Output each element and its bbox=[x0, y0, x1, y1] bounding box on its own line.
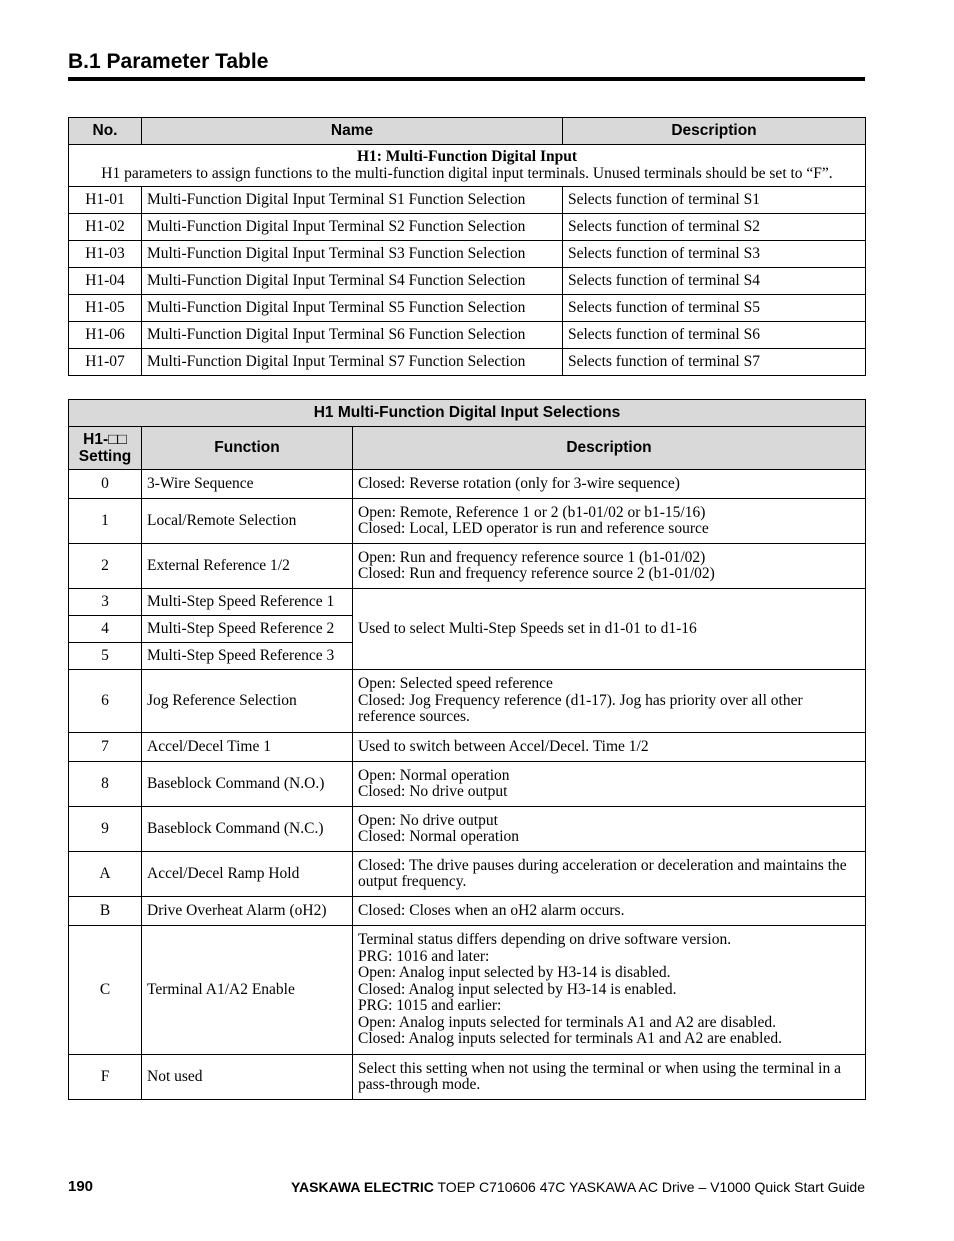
section-title: H1: Multi-Function Digital Input bbox=[356, 148, 578, 165]
header-description: Description bbox=[563, 118, 866, 145]
function-description bbox=[353, 762, 866, 807]
header-setting-line2: Setting bbox=[78, 448, 132, 465]
param-description: Selects function of terminal S1 bbox=[563, 187, 866, 214]
table-row bbox=[69, 589, 866, 616]
param-no: H1-01 bbox=[69, 187, 142, 214]
param-name: Multi-Function Digital Input Terminal S2 Function Selection bbox=[142, 214, 563, 241]
header-setting-line1: H1-□□ bbox=[83, 431, 127, 448]
table-row bbox=[69, 470, 866, 499]
section-description: H1 parameters to assign functions to the multi-function digital input terminals. Unused terminals should be set to “F”. bbox=[101, 164, 833, 182]
param-no: H1-05 bbox=[69, 295, 142, 322]
description-line: Closed: Closes when an oH2 alarm occurs. bbox=[358, 901, 625, 919]
param-description: Selects function of terminal S5 bbox=[563, 295, 866, 322]
header-description: Description bbox=[353, 427, 866, 470]
description-line: Closed: Normal operation bbox=[358, 828, 519, 845]
function-name: Not used bbox=[142, 1055, 353, 1100]
description-line: PRG: 1015 and earlier: bbox=[358, 997, 502, 1015]
header-setting bbox=[69, 427, 142, 470]
function-name: Multi-Step Speed Reference 2 bbox=[142, 616, 353, 643]
table-row bbox=[69, 214, 866, 241]
footer-doc-info bbox=[291, 1179, 865, 1195]
description-line: Closed: Analog inputs selected for terminals A1 and A2 are enabled. bbox=[358, 1030, 782, 1048]
table-row bbox=[69, 322, 866, 349]
description-line: Open: Normal operation bbox=[358, 766, 510, 784]
description-line: Closed: Analog input selected by H3-14 is enabled. bbox=[358, 980, 677, 998]
param-name: Multi-Function Digital Input Terminal S4 Function Selection bbox=[142, 268, 563, 295]
function-name: Multi-Step Speed Reference 1 bbox=[142, 589, 353, 616]
description-line: Open: Selected speed reference bbox=[358, 675, 553, 693]
section-cell bbox=[69, 145, 866, 187]
footer-brand: YASKAWA ELECTRIC bbox=[291, 1179, 434, 1195]
function-description bbox=[353, 926, 866, 1055]
setting-value: 4 bbox=[69, 616, 142, 643]
function-name: Baseblock Command (N.O.) bbox=[142, 762, 353, 807]
function-name: Local/Remote Selection bbox=[142, 499, 353, 544]
table-row bbox=[69, 1055, 866, 1100]
function-description bbox=[353, 470, 866, 499]
title-rule bbox=[68, 77, 865, 81]
function-name: 3-Wire Sequence bbox=[142, 470, 353, 499]
table-row bbox=[69, 268, 866, 295]
setting-value: 9 bbox=[69, 807, 142, 852]
table-header-row bbox=[69, 118, 866, 145]
description-line: Open: Analog inputs selected for terminals A1 and A2 are disabled. bbox=[358, 1013, 776, 1031]
table-row bbox=[69, 926, 866, 1055]
table-row bbox=[69, 241, 866, 268]
description-line: Closed: Reverse rotation (only for 3-wire sequence) bbox=[358, 474, 680, 492]
table-row bbox=[69, 499, 866, 544]
setting-value: F bbox=[69, 1055, 142, 1100]
setting-value: 5 bbox=[69, 643, 142, 670]
param-description: Selects function of terminal S2 bbox=[563, 214, 866, 241]
description-line: Closed: Local, LED operator is run and reference source bbox=[358, 520, 709, 537]
setting-value: 0 bbox=[69, 470, 142, 499]
param-description: Selects function of terminal S3 bbox=[563, 241, 866, 268]
setting-value: 1 bbox=[69, 499, 142, 544]
param-description: Selects function of terminal S4 bbox=[563, 268, 866, 295]
table-row bbox=[69, 733, 866, 762]
setting-value: 8 bbox=[69, 762, 142, 807]
param-no: H1-06 bbox=[69, 322, 142, 349]
table-row bbox=[69, 762, 866, 807]
param-description: Selects function of terminal S6 bbox=[563, 322, 866, 349]
section-row bbox=[69, 145, 866, 187]
setting-value: A bbox=[69, 852, 142, 897]
description-line: Open: Analog input selected by H3-14 is disabled. bbox=[358, 964, 671, 982]
param-no: H1-02 bbox=[69, 214, 142, 241]
param-name: Multi-Function Digital Input Terminal S5 Function Selection bbox=[142, 295, 563, 322]
parameter-table bbox=[68, 117, 866, 376]
setting-value: 2 bbox=[69, 544, 142, 589]
param-name: Multi-Function Digital Input Terminal S6 Function Selection bbox=[142, 322, 563, 349]
function-name: Jog Reference Selection bbox=[142, 670, 353, 733]
description-line: Open: Remote, Reference 1 or 2 (b1-01/02 or b1-15/16) bbox=[358, 503, 706, 521]
table-row bbox=[69, 897, 866, 926]
description-line: Closed: The drive pauses during acceleration or deceleration and maintains the output frequency. bbox=[358, 856, 847, 890]
param-name: Multi-Function Digital Input Terminal S7 Function Selection bbox=[142, 349, 563, 376]
function-name: Accel/Decel Time 1 bbox=[142, 733, 353, 762]
table-row bbox=[69, 187, 866, 214]
header-function: Function bbox=[142, 427, 353, 470]
table-row bbox=[69, 349, 866, 376]
setting-value: B bbox=[69, 897, 142, 926]
page-number: 190 bbox=[68, 1178, 94, 1195]
description-line: Used to switch between Accel/Decel. Time 1/2 bbox=[358, 737, 649, 755]
param-no: H1-07 bbox=[69, 349, 142, 376]
description-line: Closed: Jog Frequency reference (d1-17). Jog has priority over all other reference sources. bbox=[358, 691, 803, 726]
table-row bbox=[69, 544, 866, 589]
param-name: Multi-Function Digital Input Terminal S3 Function Selection bbox=[142, 241, 563, 268]
function-name: Terminal A1/A2 Enable bbox=[142, 926, 353, 1055]
function-name: Multi-Step Speed Reference 3 bbox=[142, 643, 353, 670]
description-line: Open: Run and frequency reference source 1 (b1-01/02) bbox=[358, 548, 706, 566]
table-header-row bbox=[69, 427, 866, 470]
param-no: H1-04 bbox=[69, 268, 142, 295]
setting-value: C bbox=[69, 926, 142, 1055]
selections-table bbox=[68, 399, 866, 1100]
footer-doc-title: TOEP C710606 47C YASKAWA AC Drive – V1000 Quick Start Guide bbox=[433, 1179, 865, 1195]
description-line: Terminal status differs depending on drive software version. bbox=[358, 931, 732, 949]
multistep-description: Used to select Multi-Step Speeds set in d1-01 to d1-16 bbox=[353, 589, 866, 670]
description-line: Open: No drive output bbox=[358, 811, 498, 829]
header-name: Name bbox=[142, 118, 563, 145]
header-no: No. bbox=[69, 118, 142, 145]
setting-value: 3 bbox=[69, 589, 142, 616]
function-description bbox=[353, 897, 866, 926]
function-description bbox=[353, 852, 866, 897]
function-name: Baseblock Command (N.C.) bbox=[142, 807, 353, 852]
function-description bbox=[353, 807, 866, 852]
description-line: PRG: 1016 and later: bbox=[358, 947, 490, 965]
function-description bbox=[353, 499, 866, 544]
description-line: Select this setting when not using the terminal or when using the terminal in a pass-through mode. bbox=[358, 1059, 841, 1093]
table-row bbox=[69, 670, 866, 733]
function-description bbox=[353, 544, 866, 589]
function-name: External Reference 1/2 bbox=[142, 544, 353, 589]
setting-value: 6 bbox=[69, 670, 142, 733]
table-row bbox=[69, 807, 866, 852]
description-line: Closed: Run and frequency reference source 2 (b1-01/02) bbox=[358, 565, 715, 582]
function-description bbox=[353, 1055, 866, 1100]
param-description: Selects function of terminal S7 bbox=[563, 349, 866, 376]
param-name: Multi-Function Digital Input Terminal S1 Function Selection bbox=[142, 187, 563, 214]
description-line: Closed: No drive output bbox=[358, 783, 508, 800]
function-description bbox=[353, 733, 866, 762]
function-name: Drive Overheat Alarm (oH2) bbox=[142, 897, 353, 926]
selections-table-title: H1 Multi-Function Digital Input Selections bbox=[69, 400, 866, 427]
table-row bbox=[69, 295, 866, 322]
page-title: B.1 Parameter Table bbox=[68, 50, 269, 73]
table-row bbox=[69, 852, 866, 897]
function-name: Accel/Decel Ramp Hold bbox=[142, 852, 353, 897]
function-description bbox=[353, 670, 866, 733]
setting-value: 7 bbox=[69, 733, 142, 762]
table-title-row bbox=[69, 400, 866, 427]
param-no: H1-03 bbox=[69, 241, 142, 268]
